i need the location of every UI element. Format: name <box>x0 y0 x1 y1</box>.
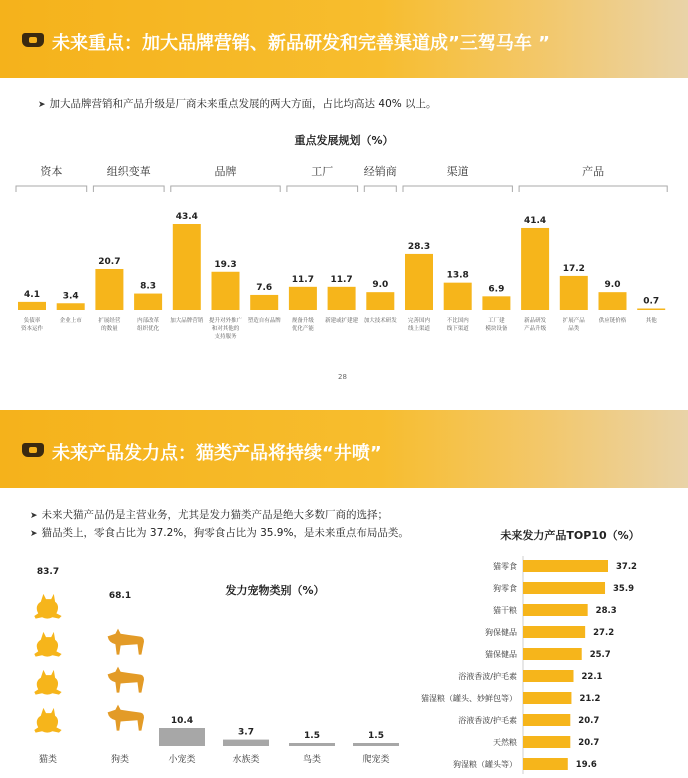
chart3-value-label: 21.2 <box>579 694 601 704</box>
chart3-title: 未来发力产品TOP10（%） <box>500 529 640 542</box>
chart1-bar <box>482 296 510 310</box>
chart2-bar <box>223 740 269 746</box>
chart1-category-label: 模块设备 <box>485 326 508 332</box>
chart1-value-label: 8.3 <box>140 281 157 292</box>
chart3-category-label: 狗湿粮（罐头等） <box>453 760 517 769</box>
chart2-category-label: 水族类 <box>232 755 260 765</box>
chart1-group-bracket <box>403 186 512 192</box>
dog-icon <box>108 667 144 693</box>
chart1-bar <box>250 295 278 310</box>
chart1-category-label: 供应链价格 <box>598 318 627 324</box>
chart1-value-label: 9.0 <box>372 280 389 291</box>
chart1-value-label: 41.4 <box>523 215 547 226</box>
chart1-value-label: 3.4 <box>62 291 79 302</box>
chart1-category-label: 扩展经营 <box>98 318 121 324</box>
chart1-category-label: 加大品牌营销 <box>170 318 204 324</box>
chart1-bar <box>599 292 627 310</box>
chart1-value-label: 6.9 <box>488 284 505 295</box>
chart1-value-label: 11.7 <box>330 274 353 285</box>
cat-icon-shape <box>34 670 61 695</box>
chart1-category-label: 不比国内 <box>446 318 469 324</box>
chart2-value-label: 68.1 <box>108 591 132 601</box>
chart3-bar <box>523 582 605 594</box>
dog-icon-shape <box>108 629 144 655</box>
chart1-group-label: 资本 <box>40 165 63 178</box>
chart1-svg <box>0 150 688 390</box>
chart1-category-label: 提升对外推广 <box>208 318 243 324</box>
chart1-bar <box>134 294 162 310</box>
chart1-group-bracket <box>171 186 280 192</box>
cat-icon <box>34 594 61 619</box>
chart2-category-label: 猫类 <box>38 755 58 765</box>
chart3-value-label: 20.7 <box>578 738 600 748</box>
chart1-bar <box>212 272 240 310</box>
chart1-value-label: 28.3 <box>407 241 431 252</box>
chart1-value-label: 13.8 <box>446 270 469 281</box>
chart1-group-label: 产品 <box>582 165 605 178</box>
chart2-title: 发力宠物类别（%） <box>225 584 325 597</box>
chart1-value-label: 20.7 <box>98 256 121 267</box>
chart1-bar <box>328 287 356 310</box>
slide-2-title: 未来产品发力点：猫类产品将持续“井喷” <box>52 443 382 464</box>
chart3-category-label: 猫干粮 <box>493 606 517 615</box>
chart1-category-label: 新建或扩建建 <box>325 318 359 324</box>
chart1-bar <box>18 302 46 310</box>
chart3-category-label: 浴液香波/护毛素 <box>458 716 517 725</box>
chart3-category-label: 猫零食 <box>493 562 517 571</box>
chart1-group-label: 品牌 <box>214 165 237 178</box>
chart1-group-bracket <box>16 186 87 192</box>
chart3-category-label: 浴液香波/护毛素 <box>458 672 517 681</box>
chart1-group-label: 工厂 <box>311 165 334 178</box>
chart1-bar <box>444 283 472 310</box>
bullet-arrow-icon: ➤ <box>30 511 38 521</box>
chart1-title: 重点发展规划（%） <box>294 134 394 147</box>
bullet-arrow-icon: ➤ <box>30 529 38 539</box>
chart3-value-label: 25.7 <box>589 650 611 660</box>
chart1-category-label: 其他 <box>645 318 657 324</box>
chart1-group-label: 渠道 <box>446 165 469 178</box>
chart3-value-label: 20.7 <box>578 716 600 726</box>
chart1-group-label: 经销商 <box>363 165 397 178</box>
chart2-value-label: 83.7 <box>36 567 60 577</box>
chart2-category-label: 小宠类 <box>168 755 196 765</box>
chart1-bar <box>521 228 549 310</box>
chart3-bar <box>523 648 582 660</box>
chart1-category-label: 企业上市 <box>59 318 82 324</box>
chart1-bar <box>366 292 394 310</box>
chart1-category-label: 品类 <box>568 326 580 332</box>
chart3-value-label: 35.9 <box>613 584 635 594</box>
chart1-bar <box>637 309 665 311</box>
chart3-category-label: 狗零食 <box>493 584 517 593</box>
chart2-category-label: 爬宠类 <box>362 755 390 765</box>
chart3-value-label: 27.2 <box>593 628 615 638</box>
chart1-category-label: 塑造自有品牌 <box>247 318 281 324</box>
dog-icon <box>108 629 144 655</box>
slide-1-title: 未来重点：加大品牌营销、新品研发和完善渠道成”三驾马车 ” <box>52 33 550 54</box>
chart3-bar <box>523 692 571 704</box>
chart1-category-label: 扩展产品 <box>562 318 585 324</box>
chart3-bar <box>523 714 570 726</box>
chart1-category-label: 新品研发 <box>524 318 547 324</box>
chart2-value-label: 10.4 <box>170 716 194 726</box>
chart1-category-label: 和对其他的 <box>211 326 240 332</box>
cat-icon-shape <box>34 708 61 733</box>
cat-icon-shape <box>34 594 61 619</box>
chart2-bar <box>159 728 205 746</box>
chart1-category-label: 负债率 <box>23 318 41 324</box>
chart1-category-label: 优化产能 <box>291 326 314 332</box>
chart3-value-label: 22.1 <box>581 672 603 682</box>
slide-1-banner <box>0 0 688 78</box>
chart1-bar <box>560 276 588 310</box>
chart3-bar <box>523 560 608 572</box>
dog-icon-shape <box>108 667 144 693</box>
chart1-category-label: 工厂建 <box>488 318 505 324</box>
chart3-bar <box>523 736 570 748</box>
chart1-group-bracket <box>519 186 667 192</box>
chart3-bar <box>523 758 568 770</box>
chart1-category-label: 资本运作 <box>20 326 44 332</box>
slide-2-bullet-2-text: 猫品类上，零食占比为 37.2%，狗零食占比为 35.9%，是未来重点布局品类。 <box>41 527 409 539</box>
chart3-category-label: 猫保健品 <box>485 650 517 659</box>
slide-2-bullet-2 <box>30 525 409 540</box>
chart2-value-label: 1.5 <box>304 731 320 741</box>
chart1-value-label: 4.1 <box>24 289 40 300</box>
chart1-bar <box>173 224 201 310</box>
chart2-category-label: 鸟类 <box>302 755 322 765</box>
slide-1-bullet <box>38 96 437 111</box>
chart1-group-bracket <box>93 186 164 192</box>
logo-icon <box>22 443 44 457</box>
chart1-category-label: 支持服务 <box>214 334 237 340</box>
chart1-category-label: 内部改革 <box>137 318 160 324</box>
chart1-value-label: 7.6 <box>256 282 273 293</box>
chart2-value-label: 1.5 <box>368 731 384 741</box>
bullet-arrow-icon: ➤ <box>38 100 46 110</box>
chart3-bar <box>523 626 585 638</box>
slide-2 <box>0 410 688 777</box>
chart1-group-label: 组织变革 <box>106 165 151 178</box>
chart1-bar <box>57 303 85 310</box>
chart1-category-label: 完善国内 <box>407 318 431 324</box>
chart3-bar <box>523 670 573 682</box>
chart3-bar <box>523 604 588 616</box>
chart3-category-label: 天然粮 <box>493 738 517 747</box>
chart3-category-label: 猫湿粮（罐头、妙鲜包等） <box>421 694 517 703</box>
page-number: 28 <box>338 373 347 381</box>
chart2-bar <box>289 743 335 746</box>
chart1-value-label: 11.7 <box>291 274 315 285</box>
cat-icon <box>34 632 61 657</box>
chart3-value-label: 37.2 <box>616 562 637 572</box>
chart2-value-label: 3.7 <box>238 727 254 738</box>
chart2-category-label: 狗类 <box>110 755 130 765</box>
cat-icon <box>34 708 61 733</box>
chart2-svg <box>0 558 420 778</box>
chart3-value-label: 28.3 <box>595 606 617 616</box>
chart1-value-label: 43.4 <box>175 212 198 222</box>
chart1-bar <box>289 287 317 310</box>
chart3-svg <box>388 550 688 775</box>
chart1-category-label: 的数量 <box>101 326 118 332</box>
slide-1-bullet-text: 加大品牌营销和产品升级是厂商未来重点发展的两大方面，占比均高达 40% 以上。 <box>49 98 437 110</box>
chart1-category-label: 加大技术研发 <box>363 318 397 324</box>
chart1-value-label: 0.7 <box>643 296 660 307</box>
chart1-category-label: 组织优化 <box>137 326 160 332</box>
slide-2-bullet-1-text: 未来犬猫产品仍是主营业务，尤其是发力猫类产品是绝大多数厂商的选择； <box>41 509 389 521</box>
logo-icon <box>22 33 44 47</box>
slide-2-banner <box>0 410 688 488</box>
chart1-category-label: 线下渠道 <box>446 326 469 332</box>
chart3-category-label: 狗保健品 <box>485 628 517 637</box>
chart1-value-label: 19.3 <box>214 259 237 270</box>
cat-icon <box>34 670 61 695</box>
chart1-bar <box>405 254 433 310</box>
chart3-value-label: 19.6 <box>575 760 597 770</box>
cat-icon-shape <box>34 632 61 657</box>
chart1-value-label: 17.2 <box>562 263 585 274</box>
chart1-category-label: 规备升级 <box>291 318 314 324</box>
chart1-group-bracket <box>364 186 396 192</box>
chart1-bar <box>95 269 123 310</box>
slide-2-bullet-1 <box>30 507 388 522</box>
chart1-value-label: 9.0 <box>604 280 621 291</box>
dog-icon <box>108 705 144 731</box>
chart1-group-bracket <box>287 186 358 192</box>
chart1-category-label: 产品升级 <box>524 326 547 332</box>
chart1-category-label: 线上渠道 <box>407 326 431 332</box>
dog-icon-shape <box>108 705 144 731</box>
